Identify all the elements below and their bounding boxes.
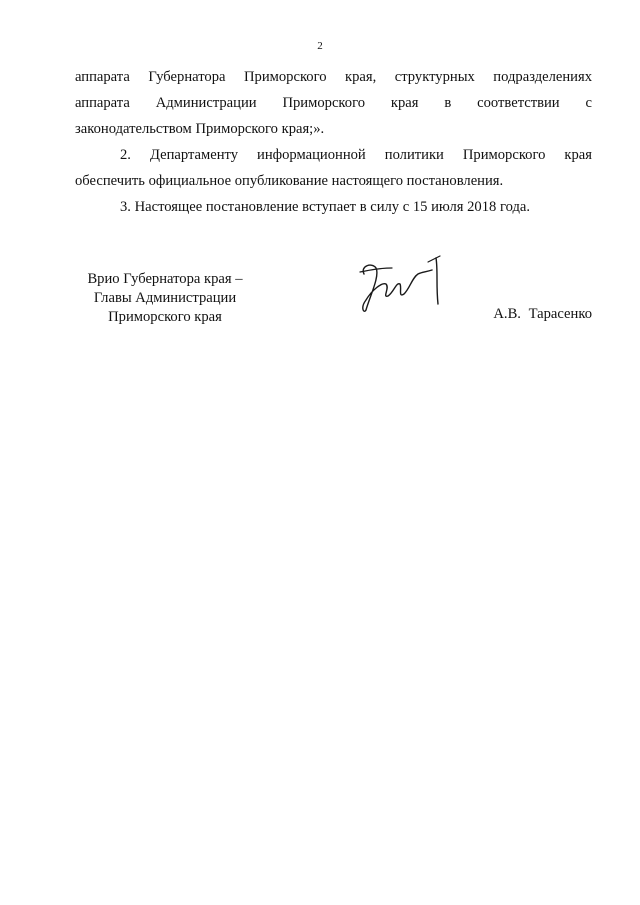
paragraph-line: законодательством Приморского края;». <box>75 121 325 137</box>
position-line: Главы Администрации <box>93 290 237 306</box>
signer-name: А.В. Тарасенко <box>493 306 592 322</box>
position-line: Врио Губернатора края – <box>87 271 243 287</box>
signatory-position <box>75 270 255 327</box>
document-body <box>75 64 592 220</box>
paragraph-line: обеспечить официальное опубликование настоящего постановления. <box>75 173 504 189</box>
page-number: 2 <box>317 40 323 52</box>
paragraph-line: аппарата Губернатора Приморского края, структурных подразделениях <box>75 69 592 85</box>
paragraph-line: 3. Настоящее постановление вступает в силу с 15 июля 2018 года. <box>120 199 530 215</box>
handwritten-signature <box>352 252 452 316</box>
paragraph-line: аппарата Администрации Приморского края в соответствии с <box>75 95 592 111</box>
paragraph-line: 2. Департаменту информационной политики Приморского края <box>120 147 592 163</box>
position-line: Приморского края <box>108 309 222 325</box>
